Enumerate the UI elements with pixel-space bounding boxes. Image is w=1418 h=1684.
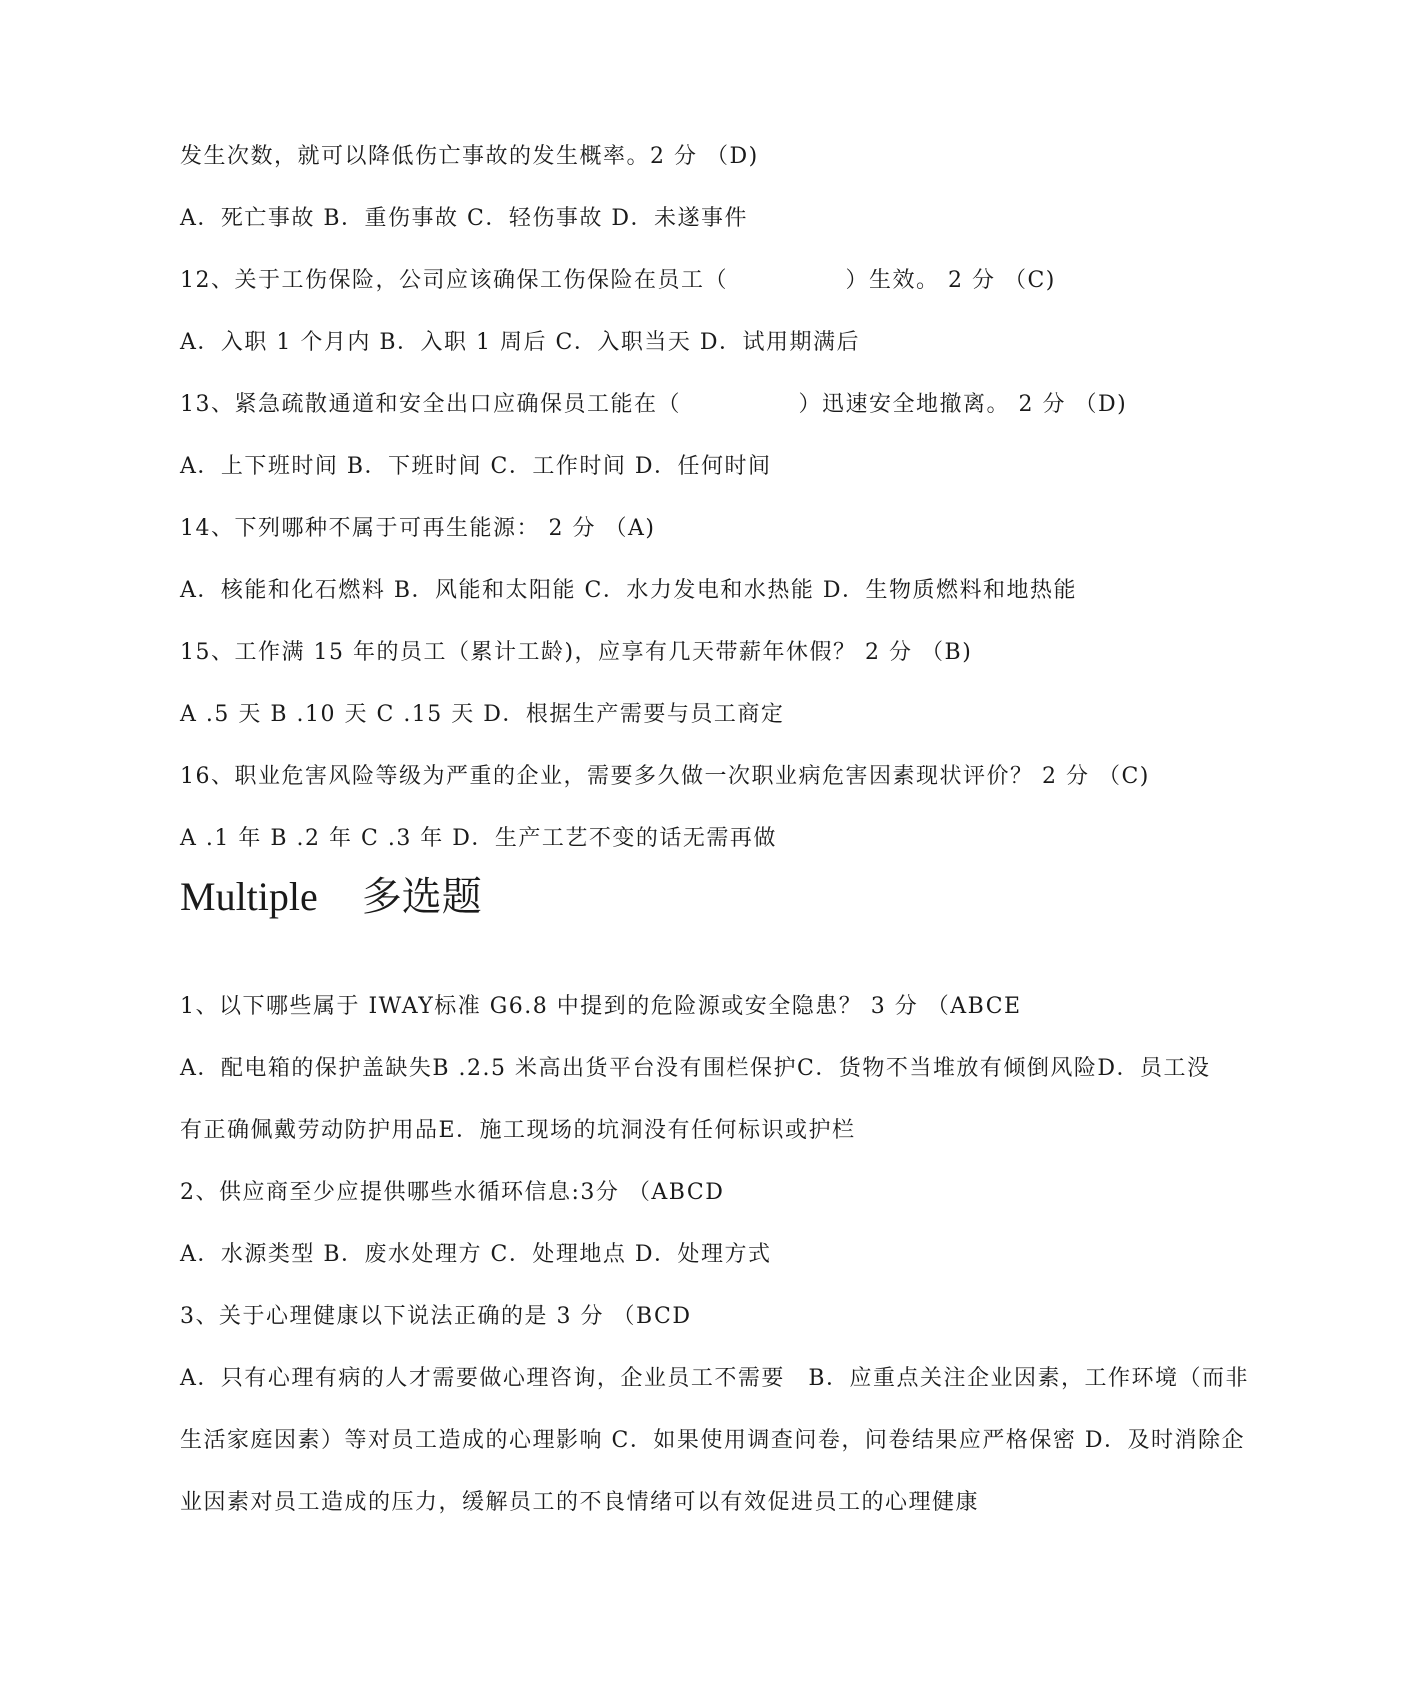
multi-question-3-options-line2: 生活家庭因素）等对员工造成的心理影响 C．如果使用调查问卷，问卷结果应严格保密 D．及时消除企 — [180, 1428, 1245, 1453]
question-13-options: A．上下班时间 B．下班时间 C．工作时间 D．任何时间 — [180, 454, 772, 479]
question-13: 13、紧急疏散通道和安全出口应确保员工能在（ ）迅速安全地撤离。 2 分 （D) — [180, 392, 1128, 417]
multi-question-2: 2、供应商至少应提供哪些水循环信息:3分 （ABCD — [180, 1180, 725, 1205]
question-14: 14、下列哪种不属于可再生能源： 2 分 （A) — [180, 516, 656, 541]
question-12-options: A．入职 1 个月内 B．入职 1 周后 C．入职当天 D．试用期满后 — [180, 330, 860, 355]
question-11-continuation: 发生次数，就可以降低伤亡事故的发生概率。2 分 （D) — [180, 144, 759, 169]
section-heading-en: Multiple — [180, 874, 318, 919]
multi-question-1-options-line2: 有正确佩戴劳动防护用品E．施工现场的坑洞没有任何标识或护栏 — [180, 1118, 856, 1143]
multi-question-3-options-line1: A．只有心理有病的人才需要做心理咨询，企业员工不需要 B．应重点关注企业因素，工作环境（而非 — [180, 1366, 1250, 1391]
question-16: 16、职业危害风险等级为严重的企业，需要多久做一次职业病危害因素现状评价？ 2 分 （C) — [180, 764, 1150, 789]
question-15: 15、工作满 15 年的员工（累计工龄)，应享有几天带薪年休假？ 2 分 （B) — [180, 640, 973, 665]
multi-question-1: 1、以下哪些属于 IWAY标准 G6.8 中提到的危险源或安全隐患？ 3 分 （ABCE — [180, 994, 1022, 1019]
question-15-options: A .5 天 B .10 天 C .15 天 D．根据生产需要与员工商定 — [180, 702, 785, 727]
question-11-options: A．死亡事故 B．重伤事故 C．轻伤事故 D．未遂事件 — [180, 206, 749, 231]
question-14-options: A．核能和化石燃料 B．风能和太阳能 C．水力发电和水热能 D．生物质燃料和地热能 — [180, 578, 1078, 603]
section-heading — [180, 872, 482, 922]
multi-question-2-options: A．水源类型 B．废水处理方 C．处理地点 D．处理方式 — [180, 1242, 772, 1267]
multi-question-3-options-line3: 业因素对员工造成的压力，缓解员工的不良情绪可以有效促进员工的心理健康 — [180, 1490, 980, 1515]
section-heading-zh: 多选题 — [361, 874, 482, 919]
question-16-options: A .1 年 B .2 年 C .3 年 D．生产工艺不变的话无需再做 — [180, 826, 777, 851]
multi-question-1-options-line1: A．配电箱的保护盖缺失B .2.5 米高出货平台没有围栏保护C．货物不当堆放有倾倒风险D．员工没 — [180, 1056, 1211, 1081]
question-12: 12、关于工伤保险，公司应该确保工伤保险在员工（ ）生效。 2 分 （C) — [180, 268, 1056, 293]
multi-question-3: 3、关于心理健康以下说法正确的是 3 分 （BCD — [180, 1304, 692, 1329]
